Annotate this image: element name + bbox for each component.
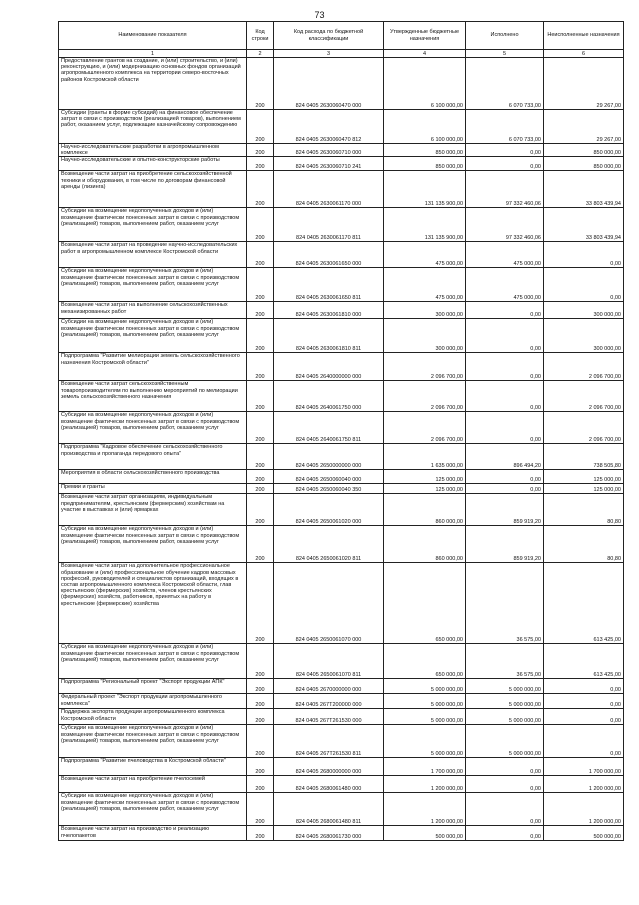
unexecuted-amount-cell: 500 000,00 <box>544 826 624 841</box>
indicator-name-cell: Научно-исследовательские разработки в агропромышленном комплексе <box>59 144 247 157</box>
executed-amount-cell: 5 000 000,00 <box>466 679 544 694</box>
line-code-cell: 200 <box>247 110 274 144</box>
approved-amount-cell: 131 135 900,00 <box>384 208 466 242</box>
executed-amount-cell: 0,00 <box>466 776 544 793</box>
unexecuted-amount-cell: 125 000,00 <box>544 470 624 484</box>
budget-code-cell: 824 0405 267T261530 811 <box>274 725 384 758</box>
line-code-cell: 200 <box>247 563 274 644</box>
indicator-name-cell: Субсидии на возмещение недополученных доходов и (или) возмещение фактически понесенных затрат в связи с производством (реализацией) товаров, выполнением работ, оказанием услуг <box>59 725 247 758</box>
budget-code-cell: 824 0405 2680061480 000 <box>274 776 384 793</box>
column-number: 1 <box>59 50 247 58</box>
indicator-name-cell: Возмещение части затрат на дополнительное профессиональное образование и (или) профессиональное обучение кадров массовых профессий, руководителей и специалистов организаций, входящих в состав агропромышленного комплекса Костромской области, глав крестьянских (фермерских) хозяйств, членов крестьянских (фермерских) хозяйств, работников, принятых на работу в крестьянские (фермерские) хозяйства <box>59 563 247 644</box>
column-number: 5 <box>466 50 544 58</box>
indicator-name-cell: Возмещение части затрат на проведение научно-исследовательских работ в агропромышленном комплексе Костромской области <box>59 242 247 268</box>
budget-code-cell: 824 0405 2650060040 350 <box>274 484 384 494</box>
line-code-cell: 200 <box>247 58 274 110</box>
executed-amount-cell: 475 000,00 <box>466 242 544 268</box>
table-row <box>59 793 624 826</box>
executed-amount-cell: 97 332 460,06 <box>466 208 544 242</box>
approved-amount-cell: 300 000,00 <box>384 319 466 353</box>
budget-code-cell: 824 0405 2630060710 241 <box>274 157 384 171</box>
header-indicator-name: Наименование показателя <box>59 22 247 50</box>
approved-amount-cell: 125 000,00 <box>384 470 466 484</box>
column-number: 3 <box>274 50 384 58</box>
line-code-cell: 200 <box>247 144 274 157</box>
approved-amount-cell: 1 700 000,00 <box>384 758 466 776</box>
line-code-cell: 200 <box>247 679 274 694</box>
approved-amount-cell: 475 000,00 <box>384 268 466 302</box>
unexecuted-amount-cell: 300 000,00 <box>544 319 624 353</box>
indicator-name-cell: Премии и гранты <box>59 484 247 494</box>
header-approved: Утвержденные бюджетные назначения <box>384 22 466 50</box>
table-row <box>59 725 624 758</box>
table-row <box>59 208 624 242</box>
indicator-name-cell: Субсидии на возмещение недополученных доходов и (или) возмещение фактически понесенных затрат в связи с производством (реализацией) товаров, выполнением работ, оказанием услуг <box>59 412 247 444</box>
unexecuted-amount-cell: 1 200 000,00 <box>544 793 624 826</box>
table-row <box>59 826 624 841</box>
approved-amount-cell: 125 000,00 <box>384 484 466 494</box>
line-code-cell: 200 <box>247 725 274 758</box>
line-code-cell: 200 <box>247 793 274 826</box>
indicator-name-cell: Подпрограмма "Кадровое обеспечение сельскохозяйственного производства и пропаганда передового опыта" <box>59 444 247 470</box>
unexecuted-amount-cell: 33 803 439,94 <box>544 171 624 208</box>
table-row <box>59 563 624 644</box>
indicator-name-cell: Возмещение части затрат сельскохозяйственным товаропроизводителям по выполнению мероприятий по мелиорации земель сельскохозяйственного назначения <box>59 381 247 412</box>
table-row <box>59 412 624 444</box>
executed-amount-cell: 36 575,00 <box>466 644 544 679</box>
line-code-cell: 200 <box>247 758 274 776</box>
page-number: 73 <box>314 10 325 20</box>
budget-code-cell: 824 0405 2650061070 000 <box>274 563 384 644</box>
table-row <box>59 644 624 679</box>
budget-code-cell: 824 0405 2650061020 811 <box>274 526 384 563</box>
indicator-name-cell: Подпрограмма "Развитие мелиорации земель сельскохозяйственного назначения Костромской области" <box>59 353 247 381</box>
line-code-cell: 200 <box>247 381 274 412</box>
unexecuted-amount-cell: 80,80 <box>544 494 624 526</box>
unexecuted-amount-cell: 0,00 <box>544 725 624 758</box>
executed-amount-cell: 36 575,00 <box>466 563 544 644</box>
indicator-name-cell: Субсидии на возмещение недополученных доходов и (или) возмещение фактически понесенных затрат в связи с производством (реализацией) товаров, выполнением работ, оказанием услуг <box>59 319 247 353</box>
line-code-cell: 200 <box>247 644 274 679</box>
approved-amount-cell: 860 000,00 <box>384 526 466 563</box>
table-row <box>59 157 624 171</box>
line-code-cell: 200 <box>247 826 274 841</box>
budget-code-cell: 824 0405 2640061750 811 <box>274 412 384 444</box>
indicator-name-cell: Мероприятия в области сельскохозяйственного производства <box>59 470 247 484</box>
executed-amount-cell: 0,00 <box>466 758 544 776</box>
approved-amount-cell: 850 000,00 <box>384 144 466 157</box>
approved-amount-cell: 300 000,00 <box>384 302 466 319</box>
approved-amount-cell: 2 096 700,00 <box>384 412 466 444</box>
approved-amount-cell: 2 096 700,00 <box>384 381 466 412</box>
table-row <box>59 776 624 793</box>
unexecuted-amount-cell: 0,00 <box>544 694 624 709</box>
budget-code-cell: 824 0405 2630060470 000 <box>274 58 384 110</box>
approved-amount-cell: 5 000 000,00 <box>384 694 466 709</box>
unexecuted-amount-cell: 0,00 <box>544 709 624 725</box>
budget-code-cell: 824 0405 2650061020 000 <box>274 494 384 526</box>
unexecuted-amount-cell: 0,00 <box>544 679 624 694</box>
executed-amount-cell: 0,00 <box>466 793 544 826</box>
indicator-name-cell: Субсидии на возмещение недополученных доходов и (или) возмещение фактически понесенных затрат в связи с производством (реализацией) товаров, выполнением работ, оказанием услуг <box>59 208 247 242</box>
table-row <box>59 171 624 208</box>
approved-amount-cell: 475 000,00 <box>384 242 466 268</box>
table-body <box>59 58 624 841</box>
unexecuted-amount-cell: 2 096 700,00 <box>544 381 624 412</box>
line-code-cell: 200 <box>247 268 274 302</box>
approved-amount-cell: 850 000,00 <box>384 157 466 171</box>
header-budget-classification-code: Код расхода по бюджетной классификации <box>274 22 384 50</box>
unexecuted-amount-cell: 2 096 700,00 <box>544 353 624 381</box>
header-row <box>59 22 624 50</box>
executed-amount-cell: 475 000,00 <box>466 268 544 302</box>
unexecuted-amount-cell: 738 505,80 <box>544 444 624 470</box>
budget-code-cell: 824 0405 2680000000 000 <box>274 758 384 776</box>
approved-amount-cell: 1 200 000,00 <box>384 793 466 826</box>
executed-amount-cell: 0,00 <box>466 302 544 319</box>
unexecuted-amount-cell: 0,00 <box>544 268 624 302</box>
table-row <box>59 694 624 709</box>
line-code-cell: 200 <box>247 709 274 725</box>
table-row <box>59 319 624 353</box>
header-line-code: Код строки <box>247 22 274 50</box>
executed-amount-cell: 5 000 000,00 <box>466 725 544 758</box>
line-code-cell: 200 <box>247 353 274 381</box>
executed-amount-cell: 6 070 733,00 <box>466 58 544 110</box>
indicator-name-cell: Возмещение части затрат на производство и реализацию пчелопакетов <box>59 826 247 841</box>
unexecuted-amount-cell: 0,00 <box>544 242 624 268</box>
unexecuted-amount-cell: 613 425,00 <box>544 563 624 644</box>
budget-code-cell: 824 0405 2680061480 811 <box>274 793 384 826</box>
budget-code-cell: 824 0405 2680061730 000 <box>274 826 384 841</box>
unexecuted-amount-cell: 29 267,00 <box>544 58 624 110</box>
budget-code-cell: 824 0405 2630060710 000 <box>274 144 384 157</box>
budget-code-cell: 824 0405 2650000000 000 <box>274 444 384 470</box>
column-number: 4 <box>384 50 466 58</box>
table-row <box>59 709 624 725</box>
table-row <box>59 58 624 110</box>
unexecuted-amount-cell: 33 803 439,94 <box>544 208 624 242</box>
executed-amount-cell: 896 494,20 <box>466 444 544 470</box>
approved-amount-cell: 1 635 000,00 <box>384 444 466 470</box>
executed-amount-cell: 0,00 <box>466 144 544 157</box>
unexecuted-amount-cell: 613 425,00 <box>544 644 624 679</box>
header-executed: Исполнено <box>466 22 544 50</box>
table-row <box>59 353 624 381</box>
approved-amount-cell: 5 000 000,00 <box>384 709 466 725</box>
budget-code-cell: 824 0405 2630061170 000 <box>274 171 384 208</box>
table-row <box>59 758 624 776</box>
executed-amount-cell: 0,00 <box>466 319 544 353</box>
approved-amount-cell: 6 100 000,00 <box>384 58 466 110</box>
executed-amount-cell: 859 919,20 <box>466 526 544 563</box>
executed-amount-cell: 0,00 <box>466 412 544 444</box>
budget-code-cell: 824 0405 2670000000 000 <box>274 679 384 694</box>
table-row <box>59 381 624 412</box>
unexecuted-amount-cell: 1 700 000,00 <box>544 758 624 776</box>
indicator-name-cell: Поддержка экспорта продукции агропромышленного комплекса Костромской области <box>59 709 247 725</box>
indicator-name-cell: Возмещение части затрат на выполнение сельскохозяйственных механизированных работ <box>59 302 247 319</box>
table-row <box>59 302 624 319</box>
budget-code-cell: 824 0405 2630061810 811 <box>274 319 384 353</box>
unexecuted-amount-cell: 125 000,00 <box>544 484 624 494</box>
indicator-name-cell: Подпрограмма "Региональный проект "Экспорт продукции АПК" <box>59 679 247 694</box>
line-code-cell: 200 <box>247 470 274 484</box>
budget-code-cell: 824 0405 267T261530 000 <box>274 709 384 725</box>
line-code-cell: 200 <box>247 242 274 268</box>
indicator-name-cell: Субсидии на возмещение недополученных доходов и (или) возмещение фактически понесенных затрат в связи с производством (реализацией) товаров, выполнением работ, оказанием услуг <box>59 526 247 563</box>
executed-amount-cell: 0,00 <box>466 826 544 841</box>
indicator-name-cell: Субсидии (гранты в форме субсидий) на финансовое обеспечение затрат в связи с производством (реализацией товаров), выполнением работ, оказанием услуг, подлежащие казначейскому сопровождению <box>59 110 247 144</box>
table-row <box>59 444 624 470</box>
executed-amount-cell: 5 000 000,00 <box>466 709 544 725</box>
table-row <box>59 484 624 494</box>
indicator-name-cell: Субсидии на возмещение недополученных доходов и (или) возмещение фактически понесенных затрат в связи с производством (реализацией) товаров, выполнением работ, оказанием услуг <box>59 793 247 826</box>
indicator-name-cell: Предоставление грантов на создание, и (или) строительство, и (или) реконструкцию, и (или) модернизацию основных фондов организаций агропромышленного комплекса на территории северо-восточных районов Костромской области <box>59 58 247 110</box>
executed-amount-cell: 0,00 <box>466 157 544 171</box>
approved-amount-cell: 860 000,00 <box>384 494 466 526</box>
budget-code-cell: 824 0405 2650060040 000 <box>274 470 384 484</box>
indicator-name-cell: Возмещение части затрат организациям, индивидуальным предпринимателям, крестьянским (фермерским) хозяйствам на участие в выставках и (или) ярмарках <box>59 494 247 526</box>
line-code-cell: 200 <box>247 319 274 353</box>
line-code-cell: 200 <box>247 484 274 494</box>
budget-execution-table <box>58 21 624 841</box>
executed-amount-cell: 97 332 460,06 <box>466 171 544 208</box>
column-number-row <box>59 50 624 58</box>
executed-amount-cell: 0,00 <box>466 484 544 494</box>
approved-amount-cell: 131 135 900,00 <box>384 171 466 208</box>
unexecuted-amount-cell: 2 096 700,00 <box>544 412 624 444</box>
unexecuted-amount-cell: 850 000,00 <box>544 144 624 157</box>
line-code-cell: 200 <box>247 302 274 319</box>
line-code-cell: 200 <box>247 526 274 563</box>
budget-code-cell: 824 0405 2630061810 000 <box>274 302 384 319</box>
table-row <box>59 470 624 484</box>
unexecuted-amount-cell: 850 000,00 <box>544 157 624 171</box>
indicator-name-cell: Субсидии на возмещение недополученных доходов и (или) возмещение фактически понесенных затрат в связи с производством (реализацией) товаров, выполнением работ, оказанием услуг <box>59 644 247 679</box>
line-code-cell: 200 <box>247 171 274 208</box>
line-code-cell: 200 <box>247 494 274 526</box>
approved-amount-cell: 5 000 000,00 <box>384 679 466 694</box>
line-code-cell: 200 <box>247 157 274 171</box>
executed-amount-cell: 0,00 <box>466 381 544 412</box>
budget-code-cell: 824 0405 2640061750 000 <box>274 381 384 412</box>
budget-code-cell: 824 0405 2630060470 812 <box>274 110 384 144</box>
table-row <box>59 526 624 563</box>
approved-amount-cell: 5 000 000,00 <box>384 725 466 758</box>
budget-code-cell: 824 0405 2630061170 811 <box>274 208 384 242</box>
budget-code-cell: 824 0405 2650061070 811 <box>274 644 384 679</box>
approved-amount-cell: 1 200 000,00 <box>384 776 466 793</box>
indicator-name-cell: Возмещение части затрат на приобретение пчелосемей <box>59 776 247 793</box>
table-row <box>59 494 624 526</box>
approved-amount-cell: 500 000,00 <box>384 826 466 841</box>
budget-code-cell: 824 0405 267T200000 000 <box>274 694 384 709</box>
line-code-cell: 200 <box>247 776 274 793</box>
executed-amount-cell: 0,00 <box>466 470 544 484</box>
unexecuted-amount-cell: 29 267,00 <box>544 110 624 144</box>
indicator-name-cell: Научно-исследовательские и опытно-конструкторские работы <box>59 157 247 171</box>
indicator-name-cell: Субсидии на возмещение недополученных доходов и (или) возмещение фактически понесенных затрат в связи с производством (реализацией) товаров, выполнением работ, оказанием услуг <box>59 268 247 302</box>
executed-amount-cell: 5 000 000,00 <box>466 694 544 709</box>
budget-code-cell: 824 0405 2630061650 811 <box>274 268 384 302</box>
indicator-name-cell: Возмещение части затрат на приобретение сельскохозяйственной техники и оборудования, в том числе по договорам финансовой аренды (лизинга) <box>59 171 247 208</box>
approved-amount-cell: 650 000,00 <box>384 563 466 644</box>
header-unexecuted: Неисполненные назначения <box>544 22 624 50</box>
executed-amount-cell: 6 070 733,00 <box>466 110 544 144</box>
column-number: 6 <box>544 50 624 58</box>
executed-amount-cell: 0,00 <box>466 353 544 381</box>
indicator-name-cell: Федеральный проект "Экспорт продукции агропромышленного комплекса" <box>59 694 247 709</box>
line-code-cell: 200 <box>247 444 274 470</box>
column-number: 2 <box>247 50 274 58</box>
approved-amount-cell: 6 100 000,00 <box>384 110 466 144</box>
table-row <box>59 144 624 157</box>
unexecuted-amount-cell: 1 200 000,00 <box>544 776 624 793</box>
line-code-cell: 200 <box>247 208 274 242</box>
budget-code-cell: 824 0405 2630061650 000 <box>274 242 384 268</box>
budget-code-cell: 824 0405 2640000000 000 <box>274 353 384 381</box>
indicator-name-cell: Подпрограмма "Развитие пчеловодства в Костромской области" <box>59 758 247 776</box>
table-row <box>59 268 624 302</box>
table-row <box>59 110 624 144</box>
line-code-cell: 200 <box>247 412 274 444</box>
unexecuted-amount-cell: 80,80 <box>544 526 624 563</box>
table-row <box>59 679 624 694</box>
line-code-cell: 200 <box>247 694 274 709</box>
approved-amount-cell: 650 000,00 <box>384 644 466 679</box>
executed-amount-cell: 859 919,20 <box>466 494 544 526</box>
table-row <box>59 242 624 268</box>
unexecuted-amount-cell: 300 000,00 <box>544 302 624 319</box>
approved-amount-cell: 2 096 700,00 <box>384 353 466 381</box>
